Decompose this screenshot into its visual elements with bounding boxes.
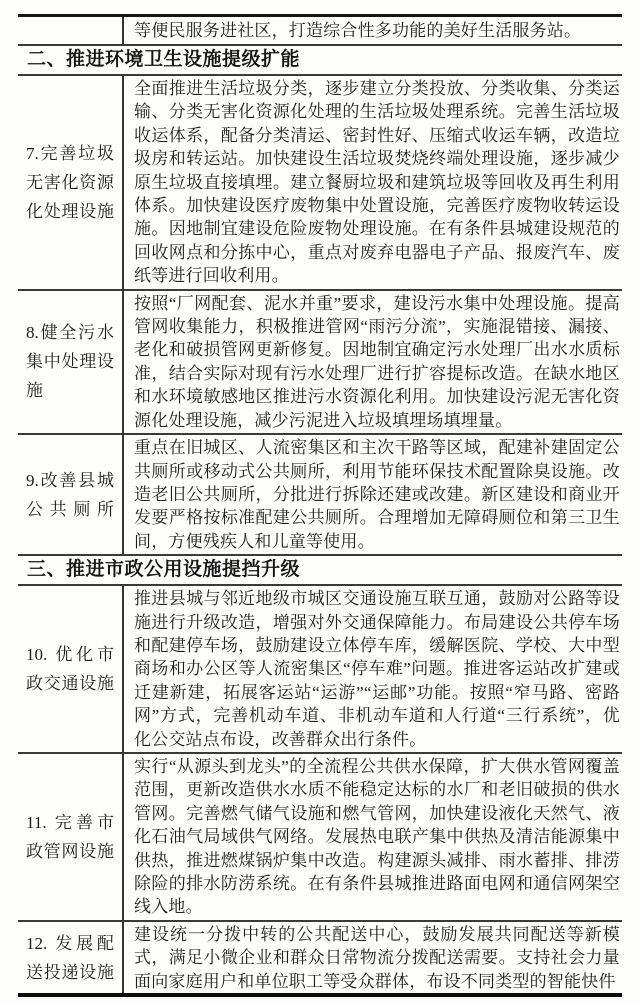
table-row-12 (18, 922, 622, 994)
item-text-continued: 等便民服务进社区，打造综合性多功能的美好生活服务站。 (134, 21, 582, 40)
policy-table (18, 14, 622, 997)
item-text-7: 全面推进生活垃圾分类，逐步建立分类投放、分类收集、分类运输、分类无害化资源化处理的生活垃圾处理系统。完善生活垃圾收运体系，配备分类清运、密封性好、压缩式收运车辆，改造垃圾房和转运站。加快建设生活垃圾焚烧终端处理设施，逐步减少原生垃圾直接填埋。建立餐厨垃圾和建筑垃圾等回收及再生利用体系。加快建设医疗废物集中处置设施，完善医疗废物收转运设施。因地制宜建设危险废物处理设施。在有条件县城建设规范的回收网点和分拣中心，重点对废弃电器电子产品、报废汽车、废纸等进行回收利用。 (134, 79, 620, 286)
table-row-11 (18, 754, 622, 922)
section-header-3: 三、推进市政公用设施提挡升级 (18, 556, 622, 586)
table-row-8 (18, 291, 622, 435)
item-label-text: 9.改善县城公共厕所 (26, 470, 114, 519)
item-text-11: 实行“从源头到龙头”的全流程公共供水保障，扩大供水管网覆盖范围，更新改造供水水质不能稳定达标的水厂和老旧破损的供水管网。完善燃气储气设施和燃气管网，加快建设液化天然气、液化石油气局域供气网络。发展热电联产集中供热及清洁能源集中供热，推进燃煤锅炉集中改造。构建源头减排、雨水蓄排、排涝除险的排水防涝系统。在有条件县城推进路面电网和通信网架空线入地。 (134, 756, 620, 917)
item-label-10 (18, 586, 124, 752)
table-row-10 (18, 586, 622, 754)
item-label-text: 11. 完善市政管网设施 (26, 812, 114, 861)
table-row-9 (18, 435, 622, 556)
item-label-empty (18, 17, 124, 44)
item-label-9 (18, 435, 124, 554)
item-label-text: 8.健全污水集中处理设施 (26, 323, 114, 401)
table-row-7 (18, 76, 622, 291)
item-label-text: 10. 优化市政交通设施 (26, 645, 114, 694)
item-label-text: 7.完善垃圾无害化资源化处理设施 (26, 143, 114, 221)
section-header-2: 二、推进环境卫生设施提级扩能 (18, 46, 622, 76)
item-label-7 (18, 76, 124, 289)
item-text-9: 重点在旧城区、人流密集区和主次干路等区域，配建补建固定公共厕所或移动式公共厕所，利用节能环保技术配置除臭设施。改造老旧公共厕所，分批进行拆除还建或改建。新区建设和商业开发要严格按标准配建公共厕所。合理增加无障碍厕位和第三卫生间，方便残疾人和儿童等使用。 (134, 438, 620, 551)
item-text-12: 建设统一分拨中转的公共配送中心，鼓励发展共同配送等新模式，满足小微企业和群众日常物流分拨配送需要。支持社会力量面向家庭用户和单位职工等受众群体，布设不同类型的智能快件 (134, 924, 620, 991)
item-label-11 (18, 754, 124, 920)
item-label-text: 12. 发展配送投递设施 (26, 933, 114, 982)
item-label-8 (18, 291, 124, 433)
item-label-12 (18, 922, 124, 994)
item-text-10: 推进县城与邻近地级市城区交通设施互联互通，鼓励对公路等设施进行升级改造，增强对外交通保障能力。布局建设公共停车场和配建停车场，鼓励建设立体停车库，缓解医院、学校、大中型商场和办公区等人流密集区“停车难”问题。推进客运站改扩建或迁建新建，拓展客运站“运游”“运邮”功能。按照“窄马路、密路网”方式，完善机动车道、非机动车道和人行道“三行系统”，优化公交站点布设，改善群众出行条件。 (134, 589, 620, 749)
item-text-8: 按照“厂网配套、泥水并重”要求，建设污水集中处理设施。提高管网收集能力，积极推进管网“雨污分流”，实施混错接、漏接、老化和破损管网更新修复。因地制宜确定污水处理厂出水水质标准，结合实际对现有污水处理厂进行扩容提标改造。在缺水地区和水环境敏感地区推进污水资源化利用。加快建设污泥无害化资源化处理设施，减少污泥进入垃圾填埋场填埋量。 (134, 293, 620, 430)
table-row-continued (18, 17, 622, 46)
